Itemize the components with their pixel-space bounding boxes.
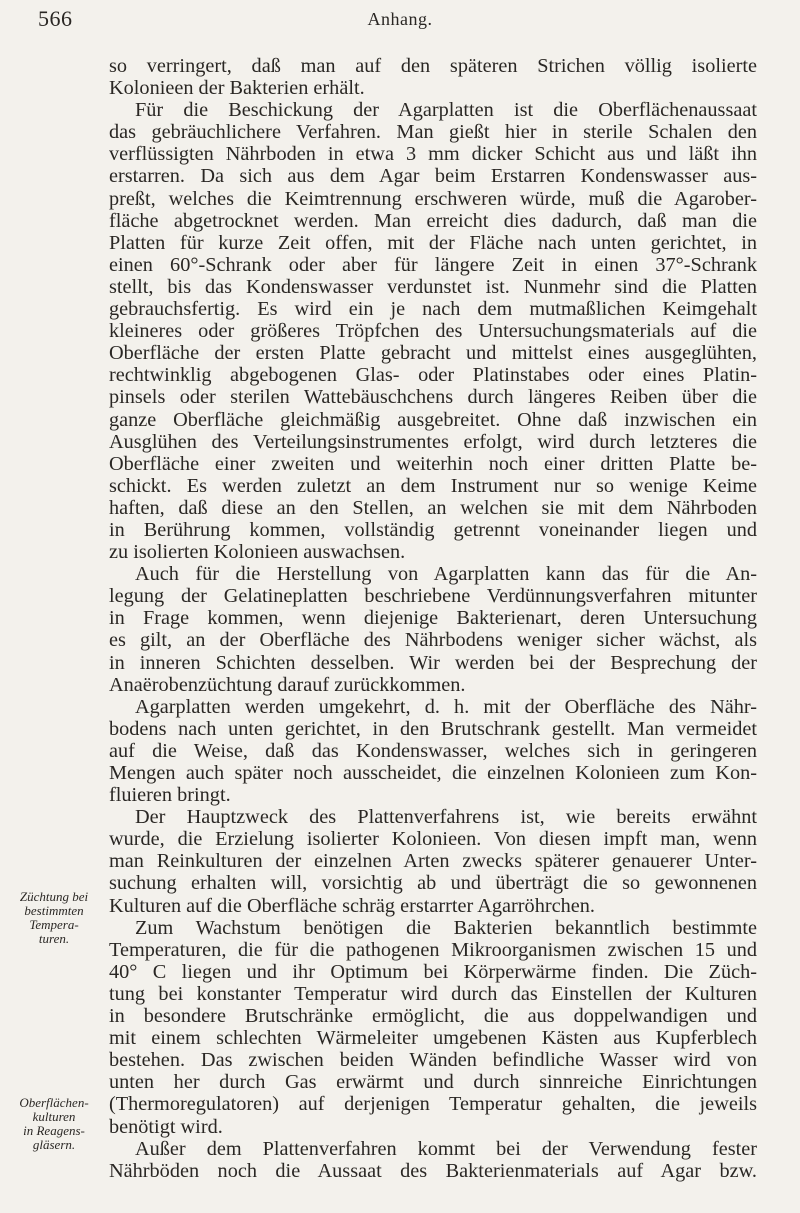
margin-note-line: gläsern.: [32, 1137, 76, 1152]
text-line: fluieren bringt.: [109, 784, 231, 807]
text-line: Auch für die Herstellung von Agarplatten kann das für die An-: [135, 563, 757, 586]
text-line: suchung erhalten will, vorsichtig ab und überträgt die so gewonnenen: [109, 872, 757, 895]
text-line: wurde, die Erzielung isolierter Kolonieen. Von diesen impft man, wenn: [109, 828, 757, 851]
text-line: Kulturen auf die Oberfläche schräg erstarrter Agarröhrchen.: [109, 894, 595, 917]
text-line: mit einem schlechten Wärmeleiter umgebenen Kästen aus Kupferblech: [109, 1027, 757, 1050]
text-line: einen 60°-Schrank oder aber für längere Zeit in einen 37°-Schrank: [109, 253, 757, 276]
text-line: (Thermoregulatoren) auf derjenigen Temperatur gehalten, die jeweils: [109, 1093, 757, 1116]
text-line: verflüssigten Nährboden in etwa 3 mm dicker Schicht aus und läßt ihn: [109, 143, 757, 166]
text-line: in Frage kommen, wenn diejenige Bakterienart, deren Untersuchung: [109, 607, 757, 630]
margin-note-temperature: [4, 890, 104, 946]
text-line: haften, daß diese an den Stellen, an welchen sie mit dem Nährboden: [109, 496, 757, 519]
margin-note-surface-cultures: [4, 1096, 104, 1152]
text-line: in besondere Brutschränke ermöglicht, die aus doppelwandigen und: [109, 1005, 757, 1028]
text-line: Platten für kurze Zeit offen, mit der Fläche nach unten gerichtet, in: [109, 231, 757, 254]
text-line: gebrauchsfertig. Es wird ein je nach dem mutmaßlichen Keimgehalt: [109, 298, 757, 321]
text-line: Anaërobenzüchtung darauf zurückkommen.: [109, 673, 466, 696]
text-line: unten her durch Gas erwärmt und durch sinnreiche Einrichtungen: [109, 1071, 757, 1094]
text-line: Ausglühen des Verteilungsinstrumentes erfolgt, wird durch letzteres die: [109, 430, 757, 453]
text-line: es gilt, an der Oberfläche des Nährbodens weniger sicher wächst, als: [109, 629, 757, 652]
text-line: legung der Gelatineplatten beschriebene Verdünnungsverfahren mitunter: [109, 585, 757, 608]
margin-note-line: Tempera-: [29, 917, 79, 932]
text-line: fläche abgetrocknet werden. Man erreicht dies dadurch, daß man die: [109, 209, 757, 232]
margin-note-line: Züchtung bei: [19, 889, 89, 904]
text-line: Kolonieen der Bakterien erhält.: [109, 77, 365, 100]
margin-note-line: Oberflächen-: [19, 1095, 89, 1110]
text-line: stellt, bis das Kondenswasser verdunstet ist. Nunmehr sind die Platten: [109, 275, 757, 298]
text-line: Zum Wachstum benötigen die Bakterien bekanntlich bestimmte: [135, 916, 757, 939]
page-header: [0, 6, 800, 36]
text-line: Oberfläche einer zweiten und weiterhin noch einer dritten Platte be-: [109, 452, 757, 475]
text-line: preßt, welches die Keimtrennung erschweren würde, muß die Agarober-: [109, 187, 757, 210]
text-line: pinsels oder sterilen Wattebäuschchens durch längeres Reiben über die: [109, 386, 757, 409]
text-line: Außer dem Plattenverfahren kommt bei der Verwendung fester: [135, 1137, 757, 1160]
text-line: so verringert, daß man auf den späteren Strichen völlig isolierte: [109, 55, 757, 77]
margin-note-line: kulturen: [32, 1109, 76, 1124]
text-line: ganze Oberfläche gleichmäßig ausgebreitet. Ohne daß inzwischen ein: [109, 408, 757, 431]
running-title: Anhang.: [367, 9, 433, 29]
text-line: in inneren Schichten desselben. Wir werden bei der Besprechung der: [109, 651, 757, 674]
text-line: kleineres oder größeres Tröpfchen des Untersuchungsmaterials auf die: [109, 320, 757, 343]
text-line: Der Hauptzweck des Plattenverfahrens ist, wie bereits erwähnt: [135, 806, 757, 829]
text-line: 40° C liegen und ihr Optimum bei Körperwärme finden. Die Züch-: [109, 960, 757, 983]
text-line: bodens nach unten gerichtet, in den Brutschrank gestellt. Man vermeidet: [109, 717, 757, 740]
text-line: Mengen auch später noch ausscheidet, die einzelnen Kolonieen zum Kon-: [109, 762, 757, 784]
margin-note-line: bestimmten: [24, 903, 84, 918]
text-line: tung bei konstanter Temperatur wird durch das Einstellen der Kulturen: [109, 982, 757, 1005]
margin-note-line: in Reagens-: [23, 1123, 85, 1138]
text-line: auf die Weise, daß das Kondenswasser, welches sich in geringeren: [109, 739, 757, 762]
text-line: schickt. Es werden zuletzt an dem Instrument nur so wenige Keime: [109, 474, 757, 497]
text-line: Für die Beschickung der Agarplatten ist die Oberflächenaussaat: [135, 99, 757, 122]
text-line: man Reinkulturen der einzelnen Arten zwecks späterer genauerer Unter-: [109, 850, 757, 873]
text-line: benötigt wird.: [109, 1115, 223, 1138]
text-line: rechtwinklig abgebogenen Glas- oder Platinstabes oder eines Platin-: [109, 364, 757, 387]
text-line: in Berührung kommen, vollständig getrennt voneinander liegen und: [109, 518, 757, 541]
text-line: Temperaturen, die für die pathogenen Mikroorganismen zwischen 15 und: [109, 938, 757, 961]
margin-note-line: turen.: [38, 931, 70, 946]
page-number: 566: [38, 6, 73, 31]
text-line: bestehen. Das zwischen beiden Wänden befindliche Wasser wird von: [109, 1049, 757, 1072]
text-line: Oberfläche der ersten Platte gebracht und mittelst eines ausgeglühten,: [109, 342, 757, 365]
text-line: Nährböden noch die Aussaat des Bakterienmaterials auf Agar bzw.: [109, 1159, 757, 1182]
text-line: zu isolierten Kolonieen auswachsen.: [109, 541, 406, 564]
text-line: erstarren. Da sich aus dem Agar beim Erstarren Kondenswasser aus-: [109, 165, 757, 188]
text-line: das gebräuchlichere Verfahren. Man gießt hier in sterile Schalen den: [109, 121, 757, 144]
text-line: Agarplatten werden umgekehrt, d. h. mit der Oberfläche des Nähr-: [135, 695, 757, 718]
body-text: [109, 55, 757, 1182]
